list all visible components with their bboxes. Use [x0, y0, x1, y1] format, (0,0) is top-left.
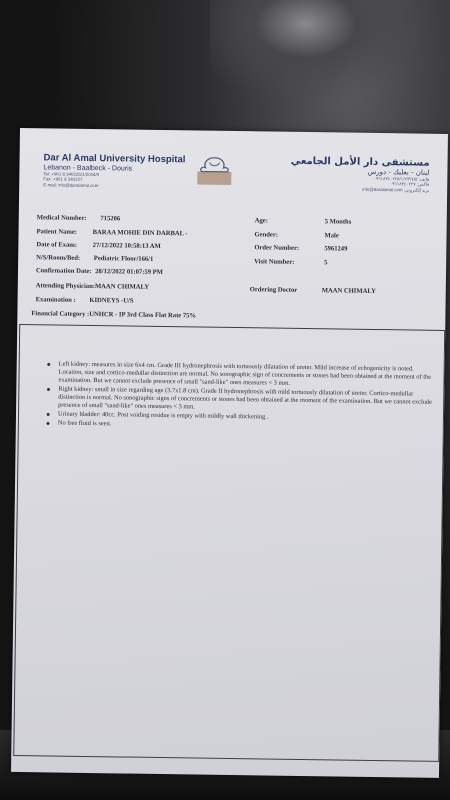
- hospital-location-ar: لبنان - بعلبك - دورس: [367, 167, 430, 177]
- medical-number-label: Medical Number:: [36, 214, 87, 222]
- patient-name-value: BARAA MOHIE DIN DARBAL -: [92, 229, 188, 238]
- seat-highlight: [210, 0, 450, 120]
- order-number-label: Order Number:: [254, 244, 300, 252]
- examination-label: Examination :: [35, 296, 76, 304]
- age-label: Age:: [254, 217, 268, 225]
- gender-row: [254, 231, 339, 240]
- attending-label: Attending Physician:: [35, 282, 96, 291]
- room-value: Pediatric Floor/166/1: [93, 255, 154, 263]
- bullet-icon: ●: [46, 385, 51, 394]
- order-number-row: [254, 244, 348, 253]
- finding-right-kidney: ● Right kidney: small in size regarding age (3.7x1.8 cm). Grade II hydronephrosis with mild tortuously dilatation of ureter. Cortico-medullar distinction is normal. No sonographic signs of concrements or stones had been obtained at the moment of the examination. But we cannot exclude presence of small "sand-like" ones measures < 3 mm.: [46, 385, 433, 411]
- hospital-header-ar: [289, 156, 429, 193]
- exam-date-row: [36, 241, 161, 250]
- financial-value: UNHCR - IP 3rd Class Flat Rate 75%: [89, 310, 197, 320]
- medical-number-row: [37, 214, 121, 222]
- ordering-doctor-row: [249, 286, 376, 295]
- hospital-email: E-mail: info@daralamal.com: [43, 182, 99, 188]
- patient-name-row: [37, 228, 188, 237]
- hospital-name-en: Dar Al Amal University Hospital: [43, 152, 186, 166]
- hospital-fax-ar: فاكس: ٠٩٦١٨٣٤٠٢٢٧: [389, 181, 430, 188]
- findings-list: [46, 360, 439, 433]
- gender-value: Male: [324, 232, 339, 240]
- hospital-location-en: Lebanon - Baalbeck - Douris: [43, 164, 133, 173]
- logo-banner: [197, 171, 231, 184]
- ordering-doctor-value: MAAN CHIMALY: [321, 287, 376, 295]
- attending-value: MAAN CHIMALY: [94, 283, 150, 291]
- hospital-logo: [193, 154, 235, 189]
- finding-left-kidney: ● Left kidney: measures in size 6x4 cm. Grade III hydronephrosis with tortuously dilatation of ureter. Mild increase of echogenicity is noted. Location, size and cortico-medullar distinction are normal. No sonographic sign of concrements or stones had been obtained at the moment of the examination. But we cannot exclude presence of small "sand-like" ones measures < 3 mm.: [46, 360, 432, 387]
- report-paper: [11, 128, 448, 778]
- hospital-tel-ar: هاتف: ٠٩٦١٨٣٤٠٢٢٥/١/٢/٣/٤/٥: [373, 175, 430, 182]
- order-number-value: 5961249: [324, 245, 348, 253]
- visit-number-label: Visit Number:: [254, 258, 295, 266]
- room-row: [36, 254, 153, 263]
- gender-label: Gender:: [254, 231, 279, 239]
- age-value: 5 Months: [324, 218, 352, 226]
- hospital-header-en: [43, 152, 203, 189]
- age-row: [254, 217, 352, 226]
- examination-value: KIDNEYS -U/S: [89, 296, 134, 305]
- visit-number-row: [254, 258, 328, 267]
- hospital-tel: Tel: +961 8 340225/1/2/3/4/5: [43, 171, 100, 178]
- bullet-icon: ●: [45, 419, 51, 428]
- patient-name-label: Patient Name:: [36, 228, 78, 236]
- ordering-doctor-label: Ordering Doctor: [249, 286, 298, 294]
- attending-row: [36, 282, 149, 291]
- bullet-icon: ●: [45, 410, 51, 419]
- examination-row: [36, 296, 134, 304]
- hospital-email-ar: بريد إلكتروني: info@daralamal.com: [362, 186, 430, 193]
- confirmation-row: [36, 267, 163, 276]
- financial-row: [31, 310, 196, 319]
- logo-curve: [209, 163, 219, 166]
- financial-label: Financial Category :: [31, 310, 90, 318]
- confirmation-value: 28/12/2022 01:07:59 PM: [95, 268, 163, 277]
- finding-urinary-bladder: ● Urinary bladder: 40cc. Post voiding residue is empty with mildly wall thickening .: [45, 410, 269, 421]
- exam-date-label: Date of Exam:: [36, 241, 78, 249]
- finding-free-fluid: ● No free fluid is seen.: [45, 419, 112, 428]
- bullet-icon: ●: [46, 360, 51, 369]
- exam-date-value: 27/12/2022 10:58:13 AM: [92, 242, 161, 250]
- room-label: N/S/Room/Bed:: [36, 254, 81, 262]
- hospital-name-ar: مستشفى دار الأمل الجامعي: [290, 155, 430, 169]
- medical-number-value: 715206: [100, 215, 121, 223]
- hospital-fax: Fax: +961 8 340227: [43, 176, 83, 183]
- confirmation-label: Confirmation Date:: [35, 267, 92, 276]
- visit-number-value: 5: [324, 259, 328, 267]
- logo-emblem: [201, 158, 228, 172]
